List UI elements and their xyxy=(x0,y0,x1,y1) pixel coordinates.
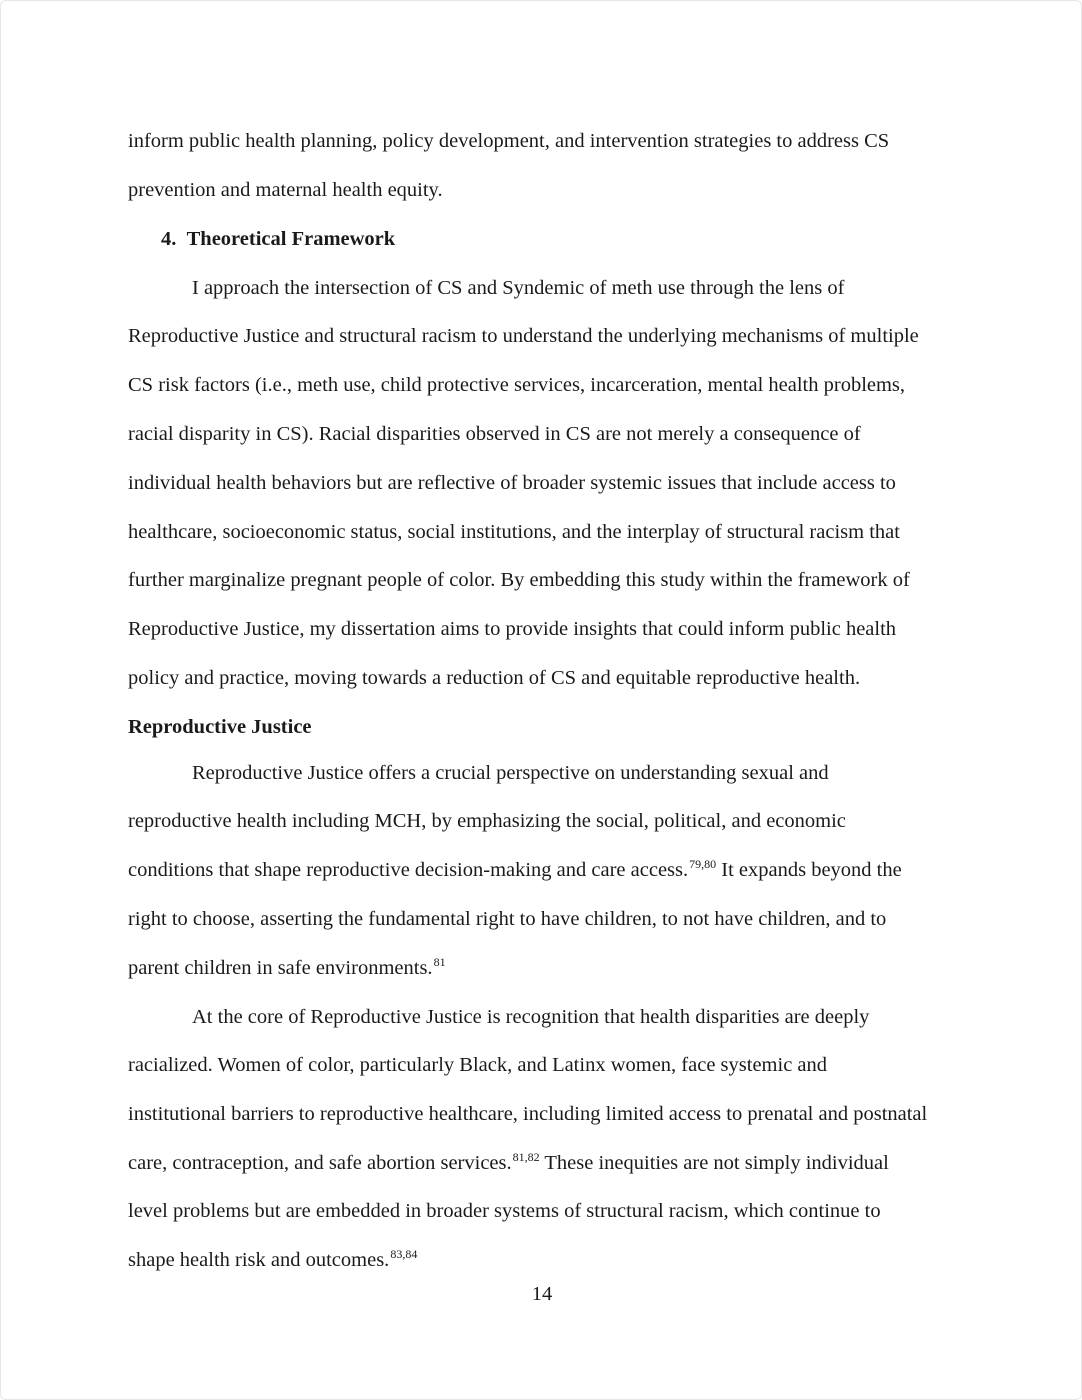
body-text: shape health risk and outcomes. xyxy=(128,1249,390,1271)
body-text: care, contraception, and safe abortion services. xyxy=(128,1152,512,1174)
body-text-line: prevention and maternal health equity. xyxy=(128,179,443,201)
body-text-line: individual health behaviors but are reflective of broader systemic issues that include access to xyxy=(128,472,896,494)
citation-superscript: 81,82 xyxy=(512,1150,540,1164)
body-text-line: healthcare, socioeconomic status, social institutions, and the interplay of structural racism that xyxy=(128,521,900,543)
subheading-reproductive-justice: Reproductive Justice xyxy=(128,716,312,738)
body-text-line: I approach the intersection of CS and Syndemic of meth use through the lens of xyxy=(192,277,845,299)
body-text: It expands beyond the xyxy=(716,859,902,881)
body-text-line: CS risk factors (i.e., meth use, child protective services, incarceration, mental health problems, xyxy=(128,374,906,396)
body-text-line: racial disparity in CS). Racial disparities observed in CS are not merely a consequence of xyxy=(128,423,861,445)
body-text: These inequities are not simply individual xyxy=(539,1152,889,1174)
body-text-line: inform public health planning, policy development, and intervention strategies to address CS xyxy=(128,130,890,152)
body-text-line: right to choose, asserting the fundamental right to have children, to not have children, and to xyxy=(128,908,887,930)
body-text-line xyxy=(128,1248,417,1274)
body-text-line: policy and practice, moving towards a reduction of CS and equitable reproductive health. xyxy=(128,667,861,689)
body-text-line: level problems but are embedded in broader systems of structural racism, which continue to xyxy=(128,1200,881,1222)
body-text-line xyxy=(128,1151,889,1177)
body-text: parent children in safe environments. xyxy=(128,957,433,979)
body-text-line: Reproductive Justice and structural racism to understand the underlying mechanisms of multiple xyxy=(128,325,919,347)
body-text: conditions that shape reproductive decision-making and care access. xyxy=(128,859,689,881)
body-text-line: Reproductive Justice offers a crucial perspective on understanding sexual and xyxy=(192,762,829,784)
body-text-line xyxy=(128,858,902,884)
body-text-line: institutional barriers to reproductive healthcare, including limited access to prenatal and postnatal xyxy=(128,1103,928,1125)
citation-superscript: 83,84 xyxy=(390,1247,418,1261)
body-text-line: further marginalize pregnant people of color. By embedding this study within the framework of xyxy=(128,569,910,591)
body-text-line: racialized. Women of color, particularly Black, and Latinx women, face systemic and xyxy=(128,1054,828,1076)
citation-superscript: 81 xyxy=(433,955,446,969)
body-text-line xyxy=(128,956,446,982)
citation-superscript: 79,80 xyxy=(689,857,717,871)
section-heading-theoretical-framework: 4. Theoretical Framework xyxy=(161,228,396,250)
body-text-line: reproductive health including MCH, by emphasizing the social, political, and economic xyxy=(128,810,846,832)
body-text-line: Reproductive Justice, my dissertation aims to provide insights that could inform public health xyxy=(128,618,897,640)
page-number: 14 xyxy=(531,1283,553,1305)
body-text-line: At the core of Reproductive Justice is recognition that health disparities are deeply xyxy=(192,1006,870,1028)
